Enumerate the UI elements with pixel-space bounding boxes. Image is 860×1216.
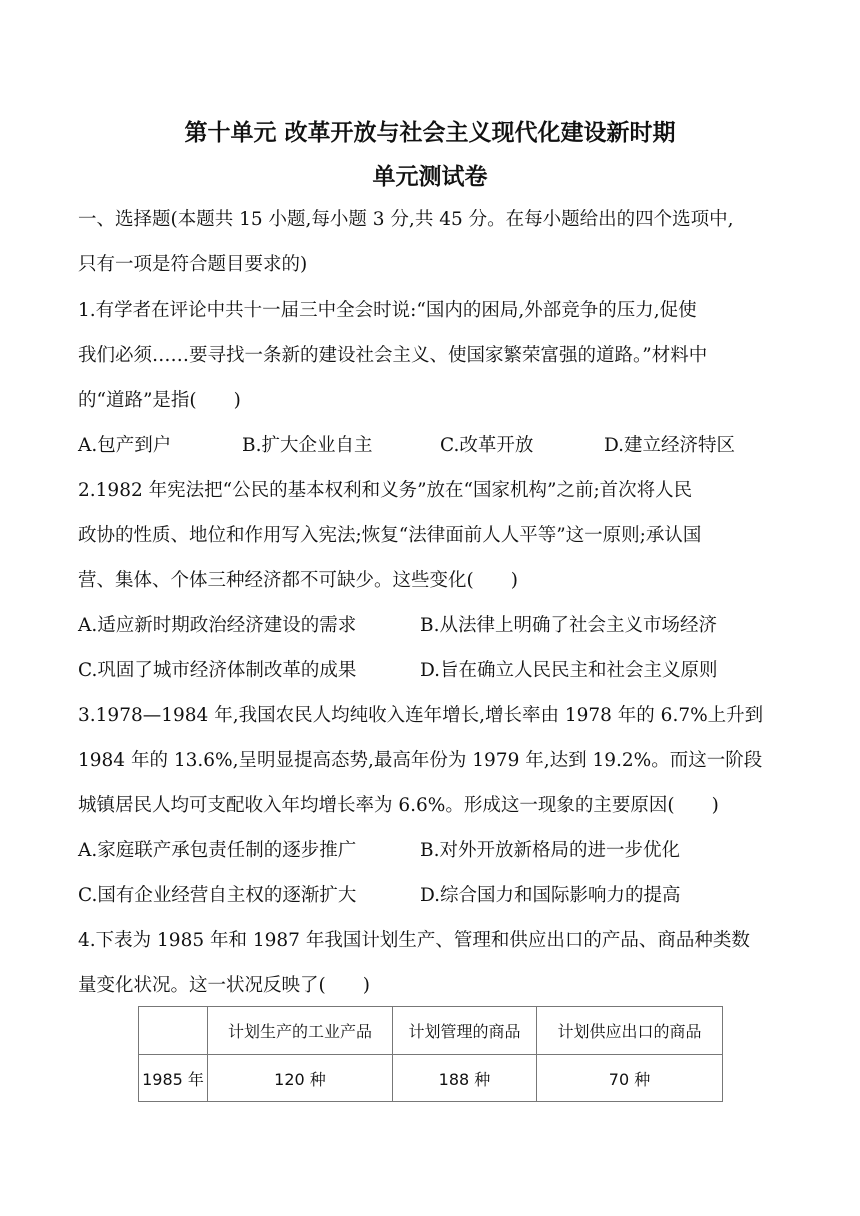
q2-option-d: D.旨在确立人民民主和社会主义原则 (420, 660, 718, 681)
q3-stem: 3.1978—1984 年,我国农民人均纯收入连年增长,增长率由 1978 年的 6.7%上升到 (78, 705, 764, 726)
q3-option-b: B.对外开放新格局的进一步优化 (420, 840, 680, 861)
q3-option-c: C.国有企业经营自主权的逐渐扩大 (78, 885, 357, 906)
q2-stem: 2.1982 年宪法把“公民的基本权利和义务”放在“国家机构”之前;首次将人民 (78, 480, 693, 501)
q2-stem-2: 政协的性质、地位和作用写入宪法;恢复“法律面前人人平等”这一原则;承认国 (78, 525, 702, 546)
q2-option-a: A.适应新时期政治经济建设的需求 (78, 615, 357, 636)
table-header-cell: 计划供应出口的商品 (537, 1007, 723, 1055)
section-heading-cont: 只有一项是符合题目要求的) (78, 254, 308, 275)
q3-stem-2: 1984 年的 13.6%,呈明显提高态势,最高年份为 1979 年,达到 19.2%。而这一阶段 (78, 750, 763, 771)
q3-option-d: D.综合国力和国际影响力的提高 (420, 885, 681, 906)
q2-option-b: B.从法律上明确了社会主义市场经济 (420, 615, 717, 636)
q1-option-d: D.建立经济特区 (604, 435, 736, 456)
table-header-cell (139, 1007, 208, 1055)
section-heading: 一、选择题(本题共 15 小题,每小题 3 分,共 45 分。在每小题给出的四个选项中, (78, 209, 734, 230)
table-header-cell: 计划生产的工业产品 (208, 1007, 393, 1055)
q1-stem-2: 我们必须……要寻找一条新的建设社会主义、使国家繁荣富强的道路。”材料中 (78, 345, 708, 366)
q4-data-table (138, 1006, 723, 1102)
q2-option-c: C.巩固了城市经济体制改革的成果 (78, 660, 357, 681)
table-header-row (139, 1007, 723, 1055)
q3-option-a: A.家庭联产承包责任制的逐步推广 (78, 840, 357, 861)
q2-stem-3: 营、集体、个体三种经济都不可缺少。这些变化( ) (78, 570, 518, 591)
q1-option-c: C.改革开放 (440, 435, 534, 456)
q1-option-a: A.包产到户 (78, 435, 172, 456)
table-cell: 70 种 (537, 1055, 723, 1102)
page-subtitle: 单元测试卷 (372, 164, 488, 190)
table-cell: 188 种 (393, 1055, 537, 1102)
q1-stem-3: 的“道路”是指( ) (78, 390, 241, 411)
q4-stem: 4.下表为 1985 年和 1987 年我国计划生产、管理和供应出口的产品、商品种类数 (78, 930, 750, 951)
table-row (139, 1055, 723, 1102)
table-header-cell: 计划管理的商品 (393, 1007, 537, 1055)
page-title: 第十单元 改革开放与社会主义现代化建设新时期 (184, 120, 676, 146)
table-cell-year: 1985 年 (139, 1055, 208, 1102)
q3-stem-3: 城镇居民人均可支配收入年均增长率为 6.6%。形成这一现象的主要原因( ) (78, 795, 719, 816)
q1-option-b: B.扩大企业自主 (242, 435, 373, 456)
q1-stem: 1.有学者在评论中共十一届三中全会时说:“国内的困局,外部竞争的压力,促使 (78, 300, 697, 321)
q4-stem-2: 量变化状况。这一状况反映了( ) (78, 975, 370, 996)
table-cell: 120 种 (208, 1055, 393, 1102)
